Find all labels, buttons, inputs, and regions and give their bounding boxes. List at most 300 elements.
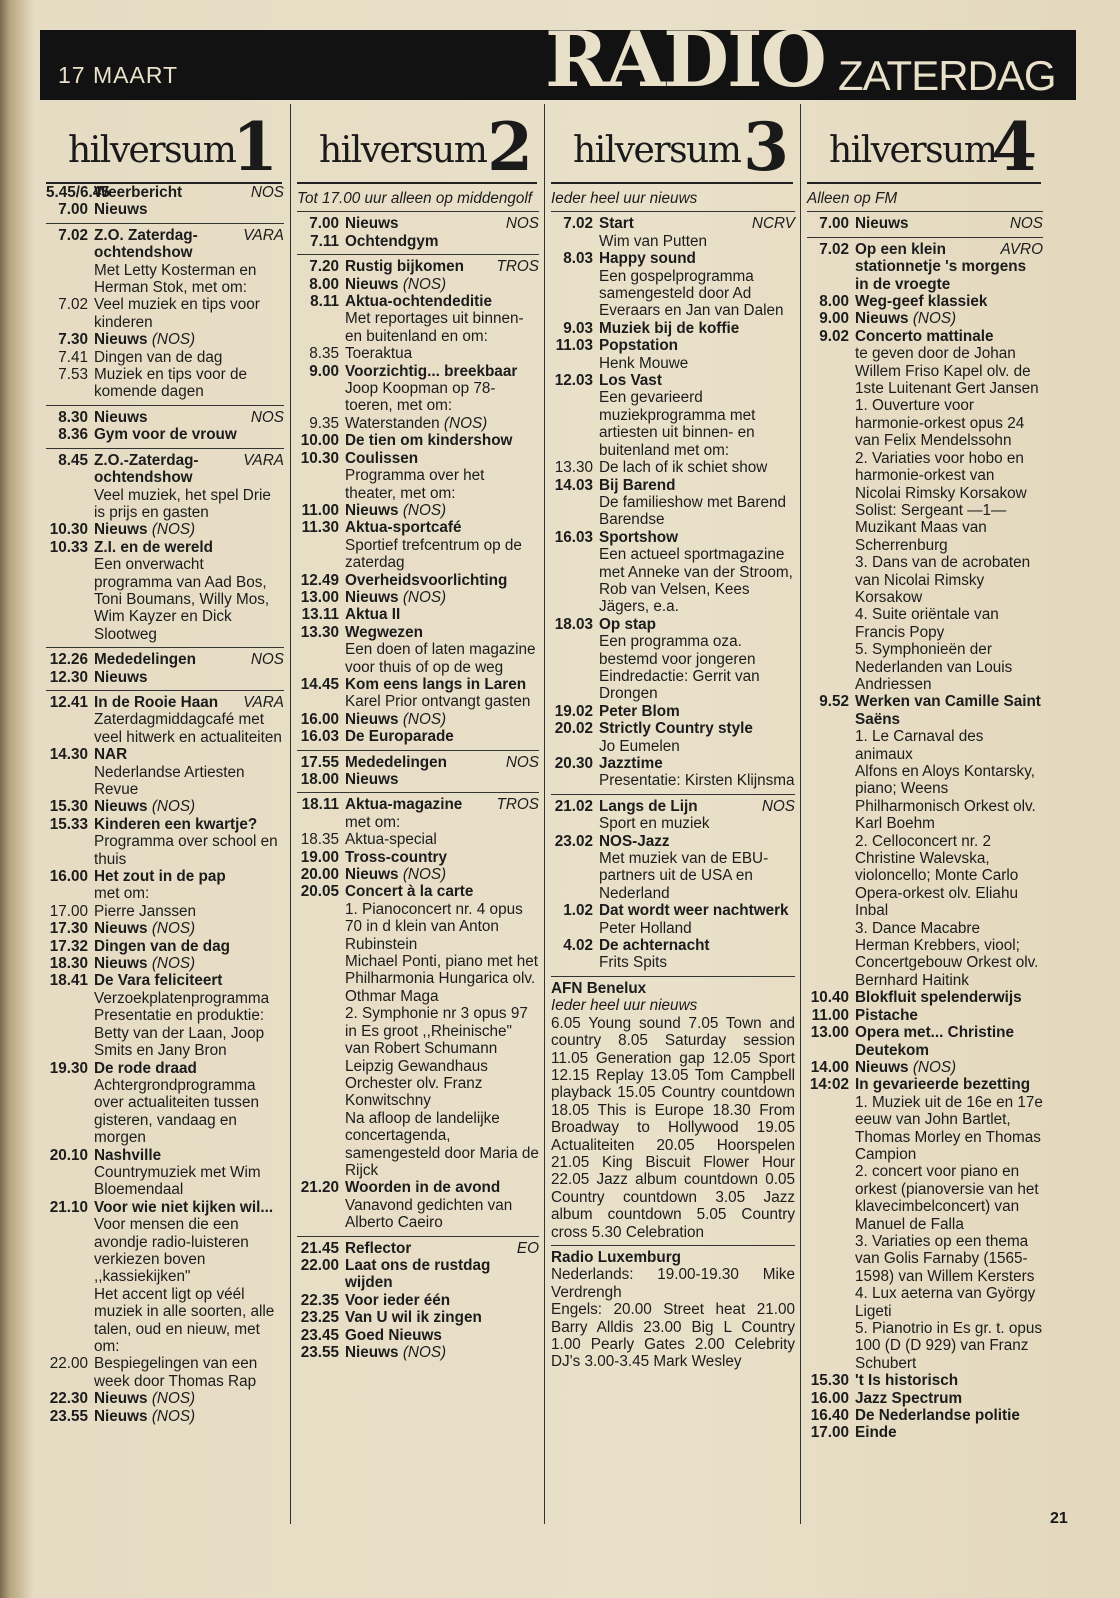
column-hilversum-3	[544, 104, 799, 1524]
program-title: Jazz Spectrum	[855, 1389, 963, 1407]
program-entry	[46, 366, 284, 401]
program-title-line	[855, 693, 1043, 728]
program-time: 18.03	[554, 615, 593, 633]
program-title: Overheidsvoorlichting	[345, 571, 508, 589]
program-time: 10.30	[49, 521, 88, 539]
program-title: Nieuws	[94, 521, 148, 539]
program-description: Een gevarieerd muziekprogramma met artiesten uit binnen- en buitenland met om:	[599, 389, 756, 459]
program-time: 8.03	[563, 250, 593, 268]
program-body	[345, 866, 539, 883]
program-title: Opera met... Christine Deutekom	[855, 1024, 1014, 1059]
broadcaster-label: NOS	[505, 215, 539, 233]
program-title-line	[599, 720, 795, 737]
program-title: Mededelingen	[94, 651, 196, 669]
program-list	[551, 184, 795, 1371]
program-body	[599, 902, 795, 937]
program-title-line	[94, 426, 284, 443]
program-title-line	[599, 372, 795, 389]
program-entry	[297, 728, 539, 745]
program-description: Veel muziek, het spel Drie is prijs en gasten	[94, 486, 271, 521]
program-body	[94, 184, 284, 201]
program-body	[94, 669, 284, 686]
program-entry	[297, 345, 539, 362]
program-entry	[807, 1424, 1043, 1441]
program-body	[599, 833, 795, 903]
program-title: Op een klein stationnetje 's morgens in de vroegte	[855, 240, 1027, 293]
program-title: Nieuws	[94, 668, 148, 686]
program-title: Laat ons de rustdag wijden	[345, 1256, 491, 1292]
program-body	[855, 693, 1043, 989]
program-description: met om:	[345, 813, 401, 831]
station-name: hilversum	[573, 130, 741, 171]
program-entry	[46, 1147, 284, 1199]
program-body	[599, 798, 795, 833]
program-text-line	[94, 349, 284, 366]
program-body	[345, 606, 539, 623]
program-description: Henk Mouwe	[599, 354, 689, 372]
program-entry	[297, 432, 539, 449]
program-body	[94, 331, 284, 348]
program-time: 9.02	[819, 327, 849, 345]
program-time: 22.00	[300, 1256, 339, 1274]
program-entry	[46, 184, 284, 201]
program-body	[94, 201, 284, 218]
program-description: 1. Pianoconcert nr. 4 opus 70 in d klein van Anton Rubinstein	[345, 900, 523, 953]
program-entry	[807, 1024, 1043, 1059]
program-entry	[297, 792, 539, 831]
program-entry	[807, 1076, 1043, 1372]
program-title: Happy sound	[599, 250, 696, 268]
program-title: Langs de Lijn	[599, 797, 698, 815]
program-title-line	[599, 755, 795, 772]
program-suffix: (NOS)	[151, 798, 196, 816]
broadcaster-label: NOS	[505, 753, 539, 771]
program-text-line	[94, 903, 284, 920]
program-title-line	[855, 1007, 1043, 1024]
program-time: 7.02	[819, 240, 849, 258]
program-time: 21.10	[49, 1198, 88, 1216]
station-note: Ieder heel uur nieuws	[551, 997, 698, 1015]
program-body	[855, 1024, 1043, 1059]
program-title-line	[94, 409, 284, 426]
program-description: Jo Eumelen	[599, 737, 680, 755]
program-description: 4. Lux aeterna van György Ligeti	[855, 1285, 1036, 1320]
program-description: Na afloop de landelijke concertagenda, samengesteld door Maria de Rijck	[345, 1109, 539, 1179]
program-title: Weerbericht	[94, 184, 183, 201]
program-list	[297, 184, 539, 1361]
program-time: 15.30	[810, 1372, 849, 1390]
program-title: Nieuws	[855, 310, 909, 328]
program-title: Nieuws	[345, 215, 399, 233]
program-description: te geven door de Johan Willem Friso Kapel olv. de 1ste Luitenant Gert Jansen	[855, 345, 1039, 398]
program-title: Aktua-sportcafé	[345, 519, 462, 537]
program-time: 23.55	[300, 1344, 339, 1361]
program-time: 7.53	[58, 366, 88, 384]
program-title: Kom eens langs in Laren	[345, 675, 527, 693]
column-hilversum-4	[800, 104, 1047, 1524]
program-title: Wegwezen	[345, 623, 423, 641]
program-time: 9.00	[309, 362, 339, 380]
program-title-line	[345, 796, 539, 813]
program-title-line	[855, 310, 1043, 327]
program-title-line	[345, 233, 539, 250]
program-body	[345, 831, 539, 848]
program-title-line	[94, 1060, 284, 1077]
program-text: Dingen van de dag	[94, 348, 223, 366]
program-title: Nieuws	[345, 866, 399, 884]
program-body	[855, 293, 1043, 310]
program-body	[345, 1257, 539, 1292]
program-entry	[297, 572, 539, 589]
program-title-line	[345, 849, 539, 866]
program-entry	[297, 450, 539, 502]
program-time: 7.00	[58, 201, 88, 219]
program-entry	[46, 539, 284, 643]
program-description: 3. Variaties op een thema van Golis Farnaby (1565-1598) van Willem Kersters	[855, 1232, 1035, 1285]
column-heading	[807, 104, 1041, 184]
program-body	[345, 1240, 539, 1257]
program-title: Nieuws	[345, 771, 399, 788]
program-title-line	[94, 452, 284, 487]
program-title-line	[855, 1390, 1043, 1407]
program-time: 13.11	[301, 606, 339, 624]
program-title: Mededelingen	[345, 753, 447, 771]
program-body	[855, 241, 1043, 293]
program-title-line	[345, 363, 539, 380]
program-suffix: (NOS)	[151, 920, 196, 938]
program-body	[94, 938, 284, 955]
program-title: Jazztime	[599, 755, 663, 772]
program-time: 11.00	[301, 501, 339, 519]
program-title: Nieuws	[94, 331, 148, 349]
program-description: Michael Ponti, piano met het Philharmonia Hungarica olv. Othmar Maga	[345, 953, 539, 1005]
program-title: Z.O. Zaterdag-ochtendshow	[94, 226, 198, 262]
program-body	[345, 728, 539, 745]
program-body	[345, 883, 539, 1179]
program-time: 16.00	[810, 1389, 849, 1407]
program-title-line	[345, 866, 539, 883]
program-title: Peter Blom	[599, 702, 680, 720]
broadcaster-label: EO	[516, 1239, 539, 1257]
program-entry	[551, 703, 795, 720]
program-suffix: (NOS)	[402, 710, 447, 728]
program-title: De tien om kindershow	[345, 432, 513, 450]
program-time: 4.02	[563, 937, 593, 955]
program-text-line	[94, 1355, 284, 1390]
program-entry	[297, 254, 539, 275]
program-title-line	[855, 241, 1043, 293]
program-description: Met reportages uit binnen- en buitenland en om:	[345, 310, 524, 345]
program-time: 7.11	[310, 232, 339, 250]
program-title: Blokfluit spelenderwijs	[855, 989, 1022, 1007]
program-body	[599, 459, 795, 476]
program-body	[94, 1390, 284, 1407]
program-body	[345, 1344, 539, 1361]
program-time: 9.52	[819, 693, 849, 711]
broadcaster-label: NOS	[1009, 215, 1043, 233]
program-entry	[46, 349, 284, 366]
program-body	[599, 215, 795, 250]
program-description: Vanavond gedichten van Alberto Caeiro	[345, 1196, 513, 1232]
program-time: 20.05	[300, 883, 339, 901]
program-body	[345, 215, 539, 232]
program-entry	[551, 902, 795, 937]
program-text: De lach of ik schiet show	[599, 459, 768, 477]
program-time: 13.00	[810, 1024, 849, 1042]
program-body	[855, 989, 1043, 1006]
program-entry	[297, 1257, 539, 1292]
program-time: 10.33	[49, 538, 88, 556]
broadcaster-label: VARA	[243, 226, 284, 244]
program-time: 8.35	[309, 345, 339, 363]
program-text-line	[599, 459, 795, 476]
program-entry	[297, 1327, 539, 1344]
program-time: 17.30	[49, 920, 88, 938]
program-title: Nieuws	[94, 1407, 148, 1425]
program-time: 5.45/6.45	[46, 184, 110, 201]
program-title-line	[855, 328, 1043, 345]
program-time: 23.45	[300, 1326, 339, 1344]
program-title: Nieuws	[345, 275, 399, 293]
program-description: Presentatie en produktie: Betty van der Laan, Joop Smits en Jany Bron	[94, 1007, 265, 1060]
program-time: 20.30	[554, 755, 593, 772]
program-title-line	[345, 450, 539, 467]
program-time: 21.20	[300, 1179, 339, 1197]
program-entry	[807, 989, 1043, 1006]
broadcaster-label: VARA	[243, 693, 284, 711]
program-entry	[297, 676, 539, 711]
program-title-line	[345, 1327, 539, 1344]
program-title-line	[94, 920, 284, 937]
program-title: Nieuws	[855, 1058, 909, 1076]
station-number: 2	[487, 108, 533, 186]
program-body	[345, 771, 539, 788]
program-title: De Vara feliciteert	[94, 972, 223, 990]
program-body	[345, 1292, 539, 1309]
program-title: De Nederlandse politie	[855, 1407, 1020, 1425]
program-entry	[807, 693, 1043, 989]
program-entry	[807, 237, 1043, 293]
program-body	[94, 409, 284, 426]
program-body	[94, 1060, 284, 1147]
program-body	[855, 328, 1043, 694]
program-time: 23.55	[49, 1407, 88, 1425]
program-body	[345, 276, 539, 293]
program-body	[94, 296, 284, 331]
program-entry	[297, 624, 539, 676]
program-time: 7.02	[58, 296, 88, 314]
program-entry	[297, 711, 539, 728]
program-time: 13.30	[554, 459, 593, 477]
program-description: Solist: Sergeant —1— Muzikant Maas van Scherrenburg	[855, 501, 1007, 554]
program-time: 8.00	[309, 275, 339, 293]
program-description: Een onverwacht programma van Aad Bos, Toni Boumans, Willy Mos, Wim Kayzer en Dick Slootweg	[94, 556, 270, 643]
program-body	[94, 426, 284, 443]
program-description: 4. Suite oriëntale van Francis Popy	[855, 606, 999, 641]
program-description: Zaterdagmiddagcafé met veel hitwerk en actualiteiten	[94, 711, 282, 746]
program-title: NOS-Jazz	[599, 832, 670, 850]
program-time: 14.00	[810, 1058, 849, 1076]
program-title-line	[345, 276, 539, 293]
program-time: 19.02	[554, 702, 593, 720]
program-title: Dingen van de dag	[94, 937, 230, 955]
program-suffix: (NOS)	[151, 521, 196, 539]
program-entry	[551, 755, 795, 790]
program-title: Werken van Camille Saint Saëns	[855, 693, 1041, 728]
program-suffix: (NOS)	[912, 1058, 957, 1076]
program-entry	[297, 519, 539, 571]
header-day: ZATERDAG	[838, 52, 1056, 99]
program-title: Popstation	[599, 337, 679, 355]
program-body	[855, 310, 1043, 327]
program-description: 1. Muziek uit de 16e en 17e eeuw van John Bartlet, Thomas Morley en Thomas Campion	[855, 1093, 1043, 1163]
program-body	[855, 1076, 1043, 1372]
program-description: Wim van Putten	[599, 232, 707, 250]
program-time: 17.55	[300, 753, 339, 771]
program-entry	[297, 211, 539, 232]
program-entry	[551, 529, 795, 616]
program-time: 17.00	[810, 1424, 849, 1442]
program-description: 1. Ouverture voor harmonie-orkest opus 24 van Felix Mendelssohn	[855, 397, 1025, 450]
program-time: 12.49	[300, 571, 339, 589]
program-title: Nieuws	[94, 798, 148, 816]
program-time: 8.00	[819, 293, 849, 311]
broadcaster-label: TROS	[496, 796, 539, 814]
program-body	[345, 345, 539, 362]
program-text: Waterstanden	[345, 414, 440, 432]
program-time: 13.30	[300, 623, 339, 641]
program-time: 15.33	[49, 815, 88, 833]
program-entry	[46, 938, 284, 955]
program-description: Voor mensen die een avondje radio-luisteren verkiezen boven ,,kassiekijken"	[94, 1216, 249, 1286]
station-block	[551, 1245, 795, 1371]
program-body	[345, 676, 539, 711]
program-time: 19.00	[300, 848, 339, 866]
program-title: Coulissen	[345, 449, 419, 467]
program-time: 21.45	[300, 1239, 339, 1257]
program-time: 22.00	[49, 1355, 88, 1373]
program-entry	[807, 1372, 1043, 1389]
program-time: 14.45	[300, 675, 339, 693]
program-title-line	[855, 215, 1043, 232]
program-suffix: (NOS)	[443, 414, 488, 432]
program-title-line	[599, 337, 795, 354]
program-body	[855, 1407, 1043, 1424]
program-title-line	[345, 572, 539, 589]
program-entry	[297, 750, 539, 771]
program-time: 7.41	[58, 348, 88, 366]
program-description: Een gospelprogramma samengesteld door Ad Everaars en Jan van Dalen	[599, 267, 784, 320]
program-title: Rustig bijkomen	[345, 258, 464, 276]
program-title: In de Rooie Haan	[94, 693, 219, 711]
program-title: Aktua II	[345, 606, 401, 624]
program-description: met om:	[94, 885, 150, 903]
program-body	[345, 258, 539, 275]
program-body	[345, 363, 539, 415]
program-body	[855, 1372, 1043, 1389]
program-title: NAR	[94, 746, 128, 764]
program-text: Bespiegelingen van een week door Thomas Rap	[94, 1355, 258, 1390]
program-body	[345, 796, 539, 831]
program-entry	[297, 293, 539, 345]
program-entry	[551, 616, 795, 703]
program-description: De familieshow met Barend Barendse	[599, 493, 787, 529]
program-entry	[46, 1199, 284, 1356]
program-title: Reflector	[345, 1239, 412, 1257]
program-title-line	[94, 521, 284, 538]
program-entry	[297, 606, 539, 623]
program-entry	[46, 798, 284, 815]
program-time: 12.41	[49, 693, 88, 711]
station-schedule: Nederlands: 19.00-19.30 Mike Verdrengh	[551, 1266, 795, 1301]
program-description: Frits Spits	[599, 954, 667, 972]
program-time: 20.00	[300, 866, 339, 884]
program-description: Sport en muziek	[599, 815, 710, 833]
program-title-line	[94, 798, 284, 815]
program-body	[599, 755, 795, 790]
broadcaster-label: NCRV	[751, 215, 795, 233]
program-body	[599, 616, 795, 703]
program-suffix: (NOS)	[402, 588, 447, 606]
program-title-line	[94, 331, 284, 348]
program-title-line	[599, 937, 795, 954]
program-title-line	[94, 1199, 284, 1216]
program-title: Kinderen een kwartje?	[94, 815, 258, 833]
program-description: Karel Prior ontvangt gasten	[345, 693, 531, 711]
program-title-line	[599, 616, 795, 633]
program-title-line	[345, 258, 539, 275]
program-title: Nieuws	[345, 1344, 399, 1361]
program-time: 23.02	[554, 832, 593, 850]
column-heading	[297, 104, 537, 184]
program-time: 19.30	[49, 1059, 88, 1077]
station-schedule: Engels: 20.00 Street heat 21.00 Barry Alldis 23.00 Big L Country 1.00 Pearly Gates 2.00 Celebrity DJ's 3.00-3.45 Mark Wesley	[551, 1301, 795, 1371]
program-title-line	[345, 728, 539, 745]
program-body	[345, 502, 539, 519]
program-title: Weg-geef klassiek	[855, 293, 988, 311]
program-title-line	[94, 1147, 284, 1164]
program-body	[94, 227, 284, 297]
program-body	[94, 798, 284, 815]
program-time: 18.30	[49, 955, 88, 973]
program-entry	[46, 816, 284, 868]
program-description: 5. Pianotrio in Es gr. t. opus 100 (D (D 929) van Franz Schubert	[855, 1320, 1043, 1372]
program-title-line	[345, 502, 539, 519]
program-entry	[46, 903, 284, 920]
program-title-line	[345, 293, 539, 310]
program-title-line	[345, 519, 539, 536]
program-description: Joop Koopman op 78-toeren, met om:	[345, 380, 496, 415]
program-title-line	[345, 1257, 539, 1292]
program-body	[345, 589, 539, 606]
station-name: hilversum	[829, 130, 997, 171]
program-title-line	[599, 250, 795, 267]
program-time: 7.20	[309, 258, 339, 276]
program-description: 5. Symphonieën der Nederlanden van Louis Andriessen	[855, 641, 1013, 693]
program-title-line	[345, 1179, 539, 1196]
column-intro: Tot 17.00 uur alleen op middengolf	[297, 190, 533, 207]
program-title: Nieuws	[345, 588, 399, 606]
header-date: 17 MAART	[58, 62, 179, 88]
program-title-line	[855, 1407, 1043, 1424]
program-description: Leipzig Gewandhaus Orchester olv. Franz Konwitschny	[345, 1057, 488, 1110]
program-title: Gym voor de vrouw	[94, 426, 237, 444]
program-title-line	[599, 215, 795, 232]
program-title: In gevarieerde bezetting	[855, 1076, 1031, 1094]
program-description: 2. Symphonie nr 3 opus 97 in Es groot ,,Rheinische" van Robert Schumann	[345, 1005, 528, 1058]
program-body	[345, 415, 539, 432]
program-description: Herman Krebbers, viool; Concertgebouw Orkest olv. Bernhard Haitink	[855, 937, 1039, 989]
